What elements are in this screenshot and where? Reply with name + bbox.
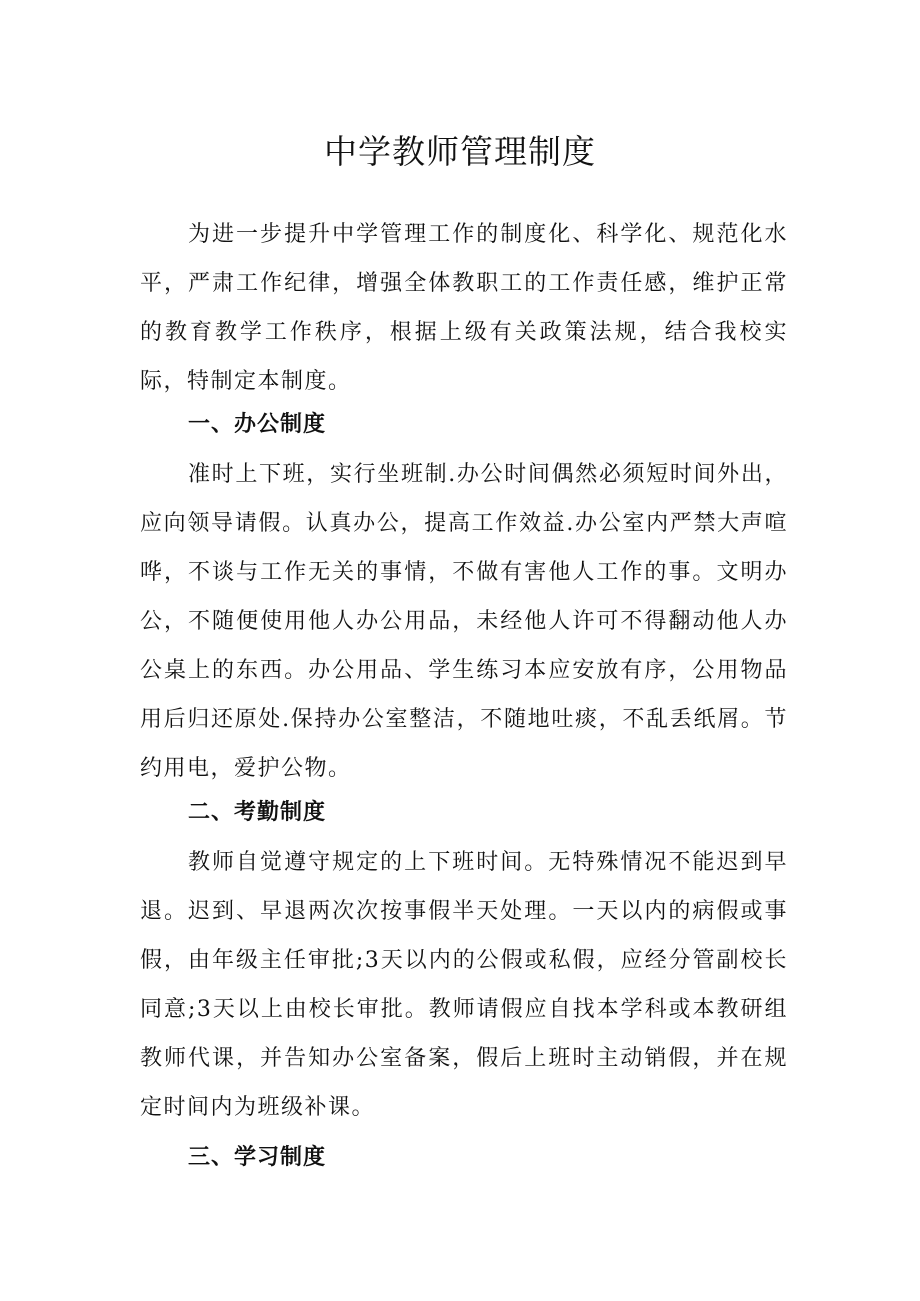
section-heading-office: 一、办公制度	[188, 412, 327, 437]
section-body-office: 准时上下班，实行坐班制.办公时间偶然必须短时间外出，应向领导请假。认真办公，提高工作效益.办公室内严禁大声喧哗，不谈与工作无关的事情，不做有害他人工作的事。文明办公，不随便使用他人办公用品，未经他人许可不得翻动他人办公桌上的东西。办公用品、学生练习本应安放有序，公用物品用后归还原处.保持办公室整洁，不随地吐痰，不乱丢纸屑。节约用电，爱护公物。	[140, 462, 788, 781]
section-body-attendance: 教师自觉遵守规定的上下班时间。无特殊情况不能迟到早退。迟到、早退两次次按事假半天处理。一天以内的病假或事假，由年级主任审批;3天以内的公假或私假，应经分管副校长同意;3天以上由校长审批。教师请假应自找本学科或本教研组教师代课，并告知办公室备案，假后上班时主动销假，并在规定时间内为班级补课。	[140, 850, 788, 1120]
intro-paragraph: 为进一步提升中学管理工作的制度化、科学化、规范化水平，严肃工作纪律，增强全体教职工的工作责任感，维护正常的教育教学工作秩序，根据上级有关政策法规，结合我校实际，特制定本制度。	[140, 222, 788, 394]
section-heading-attendance: 二、考勤制度	[188, 800, 327, 825]
section-heading-study: 三、学习制度	[188, 1145, 327, 1170]
document-title: 中学教师管理制度	[324, 132, 596, 171]
